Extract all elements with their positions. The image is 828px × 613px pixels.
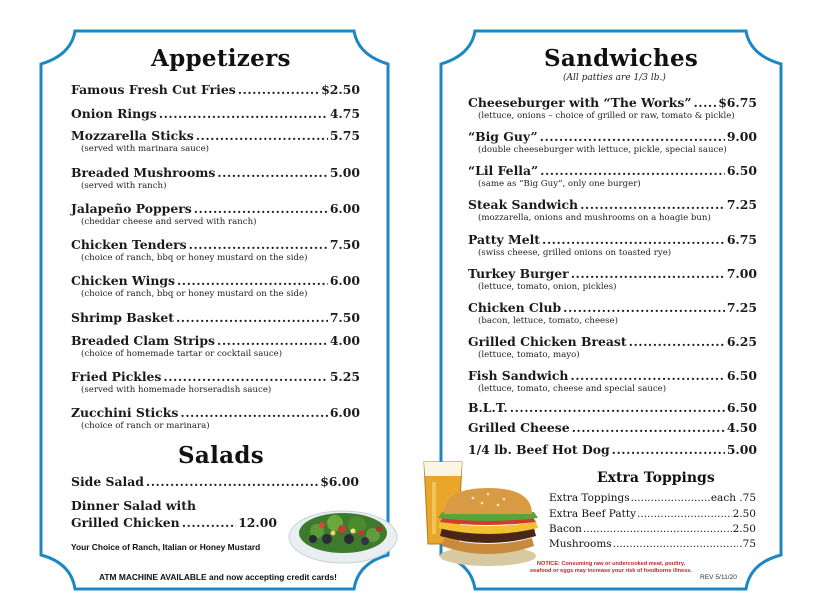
menu-item	[71, 310, 360, 325]
item-name: Breaded Clam Strips	[71, 333, 216, 348]
item-description: (choice of ranch, bbq or honey mustard on the side)	[81, 289, 308, 299]
leader-dots	[196, 128, 328, 143]
salad-plate-image	[287, 495, 399, 567]
item-price: 6.00	[329, 405, 360, 420]
item-description: (lettuce, tomato, mayo)	[478, 350, 580, 360]
leader-dots	[612, 442, 725, 457]
item-price: 4.50	[726, 420, 757, 435]
leader-dots	[238, 82, 319, 97]
menu-item	[468, 129, 757, 155]
item-price: 2.50	[732, 523, 756, 535]
item-description: (same as “Big Guy”, only one burger)	[478, 179, 641, 189]
item-description: (choice of ranch, bbq or honey mustard on the side)	[81, 253, 308, 263]
item-name: Bacon	[549, 523, 582, 535]
item-description: (double cheeseburger with lettuce, pickle, special sauce)	[478, 145, 727, 155]
item-name: Mushrooms	[549, 538, 612, 550]
leader-dots	[613, 538, 739, 550]
leader-dots	[217, 333, 328, 348]
item-price: 7.50	[329, 310, 360, 325]
item-name: Extra Toppings	[549, 492, 630, 504]
leader-dots	[631, 492, 710, 504]
dressing-note: Your Choice of Ranch, Italian or Honey Mustard	[71, 542, 261, 552]
item-name: Grilled Cheese	[468, 420, 570, 435]
menu-item	[468, 232, 757, 258]
menu-item	[468, 420, 757, 435]
menu-item	[71, 201, 360, 227]
item-description: (served with marinara sauce)	[81, 144, 210, 154]
item-price: $2.50	[321, 82, 360, 97]
menu-item	[468, 334, 757, 360]
item-name: Steak Sandwich	[468, 197, 579, 212]
item-price: 7.00	[726, 266, 757, 281]
extra-topping-item	[549, 492, 756, 504]
item-description: (choice of ranch or marinara)	[81, 421, 210, 431]
item-price: 6.50	[726, 400, 757, 415]
leader-dots	[180, 405, 327, 420]
item-price: 5.25	[329, 369, 360, 384]
item-description: (served with homemade horseradish sauce)	[81, 385, 272, 395]
leader-dots	[194, 201, 328, 216]
menu-item	[71, 333, 360, 359]
sandwiches-subtitle: (All patties are 1/3 lb.)	[563, 73, 666, 83]
item-name: “Lil Fella”	[468, 163, 539, 178]
item-name: Chicken Club	[468, 300, 562, 315]
leader-dots	[159, 106, 328, 121]
burger-and-beer-image	[418, 458, 540, 568]
item-name: Patty Melt	[468, 232, 541, 247]
leader-dots	[217, 165, 328, 180]
item-name: Dinner Salad with	[71, 498, 196, 513]
extra-topping-item	[549, 508, 756, 520]
item-price: $6.00	[320, 474, 359, 489]
side-salad-item	[71, 474, 359, 489]
item-name: Shrimp Basket	[71, 310, 174, 325]
item-price: 5.75	[329, 128, 360, 143]
item-price: 9.00	[726, 129, 757, 144]
item-description: (lettuce, tomato, onion, pickles)	[478, 282, 617, 292]
leader-dots	[177, 273, 328, 288]
menu-item	[71, 128, 360, 154]
item-price: 7.25	[726, 300, 757, 315]
item-description: (lettuce, onions – choice of grilled or raw, tomato & pickle)	[478, 111, 735, 121]
leader-dots	[163, 369, 327, 384]
item-price: 4.00	[329, 333, 360, 348]
item-price: 7.50	[329, 237, 360, 252]
revision-date: REV 5/11/20	[700, 574, 737, 581]
item-name: Onion Rings	[71, 106, 157, 121]
item-name-line2: Grilled Chicken	[71, 515, 180, 530]
dinner-salad-item	[71, 498, 277, 530]
item-name: Turkey Burger	[468, 266, 569, 281]
item-price: 5.00	[726, 442, 757, 457]
menu-item	[468, 300, 757, 326]
item-name: Cheeseburger with “The Works”	[468, 95, 692, 110]
item-price: 2.50	[732, 508, 756, 520]
leader-dots	[189, 237, 328, 252]
menu-item	[468, 95, 757, 121]
item-description: (lettuce, tomato, cheese and special sauce)	[478, 384, 667, 394]
item-price: 6.00	[329, 201, 360, 216]
extra-topping-item	[549, 523, 756, 535]
item-name: 1/4 lb. Beef Hot Dog	[468, 442, 610, 457]
menu-item	[71, 369, 360, 395]
item-name: Extra Beef Patty	[549, 508, 637, 520]
sandwiches-title: Sandwiches	[544, 45, 699, 72]
item-name: Jalapeño Poppers	[71, 201, 192, 216]
menu-item	[71, 237, 360, 263]
leader-dots	[580, 197, 725, 212]
item-name: Chicken Wings	[71, 273, 175, 288]
leader-dots	[629, 334, 725, 349]
item-name: Fried Pickles	[71, 369, 162, 384]
menu-item	[71, 273, 360, 299]
leader-dots	[540, 129, 725, 144]
atm-note: ATM MACHINE AVAILABLE and now accepting credit cards!	[99, 572, 337, 582]
menu-item	[71, 82, 360, 97]
menu-item	[71, 405, 360, 431]
item-name: Side Salad	[71, 474, 144, 489]
menu-item	[71, 165, 360, 191]
leader-dots	[583, 523, 732, 535]
item-name: Breaded Mushrooms	[71, 165, 216, 180]
item-price: 6.00	[329, 273, 360, 288]
item-name: Zucchini Sticks	[71, 405, 179, 420]
item-price: 5.00	[329, 165, 360, 180]
menu-item	[468, 266, 757, 292]
leader-dots	[540, 163, 725, 178]
item-price: 6.25	[726, 334, 757, 349]
item-name: Fish Sandwich	[468, 368, 569, 383]
item-price: 7.25	[726, 197, 757, 212]
item-name: Mozzarella Sticks	[71, 128, 194, 143]
item-name: Grilled Chicken Breast	[468, 334, 627, 349]
leader-dots	[176, 310, 328, 325]
item-name: Chicken Tenders	[71, 237, 187, 252]
appetizers-title: Appetizers	[151, 45, 291, 72]
leader-dots	[572, 420, 725, 435]
leader-dots	[563, 300, 725, 315]
leader-dots	[693, 95, 716, 110]
extra-toppings-title: Extra Toppings	[597, 470, 715, 486]
leader-dots	[570, 368, 724, 383]
leader-dots	[510, 400, 725, 415]
item-description: (choice of homemade tartar or cocktail sauce)	[81, 349, 283, 359]
leader-dots	[571, 266, 725, 281]
item-price: $6.75	[718, 95, 757, 110]
item-price: 6.50	[726, 163, 757, 178]
menu-item	[468, 368, 757, 394]
food-safety-notice: NOTICE: Consuming raw or undercooked meat, poultry, seafood or eggs may increase your risk of foodborne illness.	[530, 561, 692, 574]
menu-item	[468, 442, 757, 457]
menu-item	[468, 400, 757, 415]
leader-dots	[637, 508, 732, 520]
menu-item	[468, 197, 757, 223]
item-description: (served with ranch)	[81, 181, 167, 191]
item-description: (bacon, lettuce, tomato, cheese)	[478, 316, 618, 326]
item-name: Famous Fresh Cut Fries	[71, 82, 236, 97]
item-price: .75	[739, 538, 756, 550]
item-description: (mozzarella, onions and mushrooms on a hoagie bun)	[478, 213, 711, 223]
item-description: (cheddar cheese and served with ranch)	[81, 217, 257, 227]
item-description: (swiss cheese, grilled onions on toasted rye)	[478, 248, 672, 258]
leader-dots	[542, 232, 725, 247]
item-price: 4.75	[329, 106, 360, 121]
item-price: 6.50	[726, 368, 757, 383]
extra-topping-item	[549, 538, 756, 550]
salads-title: Salads	[178, 442, 264, 469]
item-name: B.L.T.	[468, 400, 508, 415]
item-price: each .75	[710, 492, 756, 504]
menu-item	[468, 163, 757, 189]
item-price: 12.00	[238, 515, 277, 530]
item-name: “Big Guy”	[468, 129, 538, 144]
menu-item	[71, 106, 360, 121]
item-price: 6.75	[726, 232, 757, 247]
